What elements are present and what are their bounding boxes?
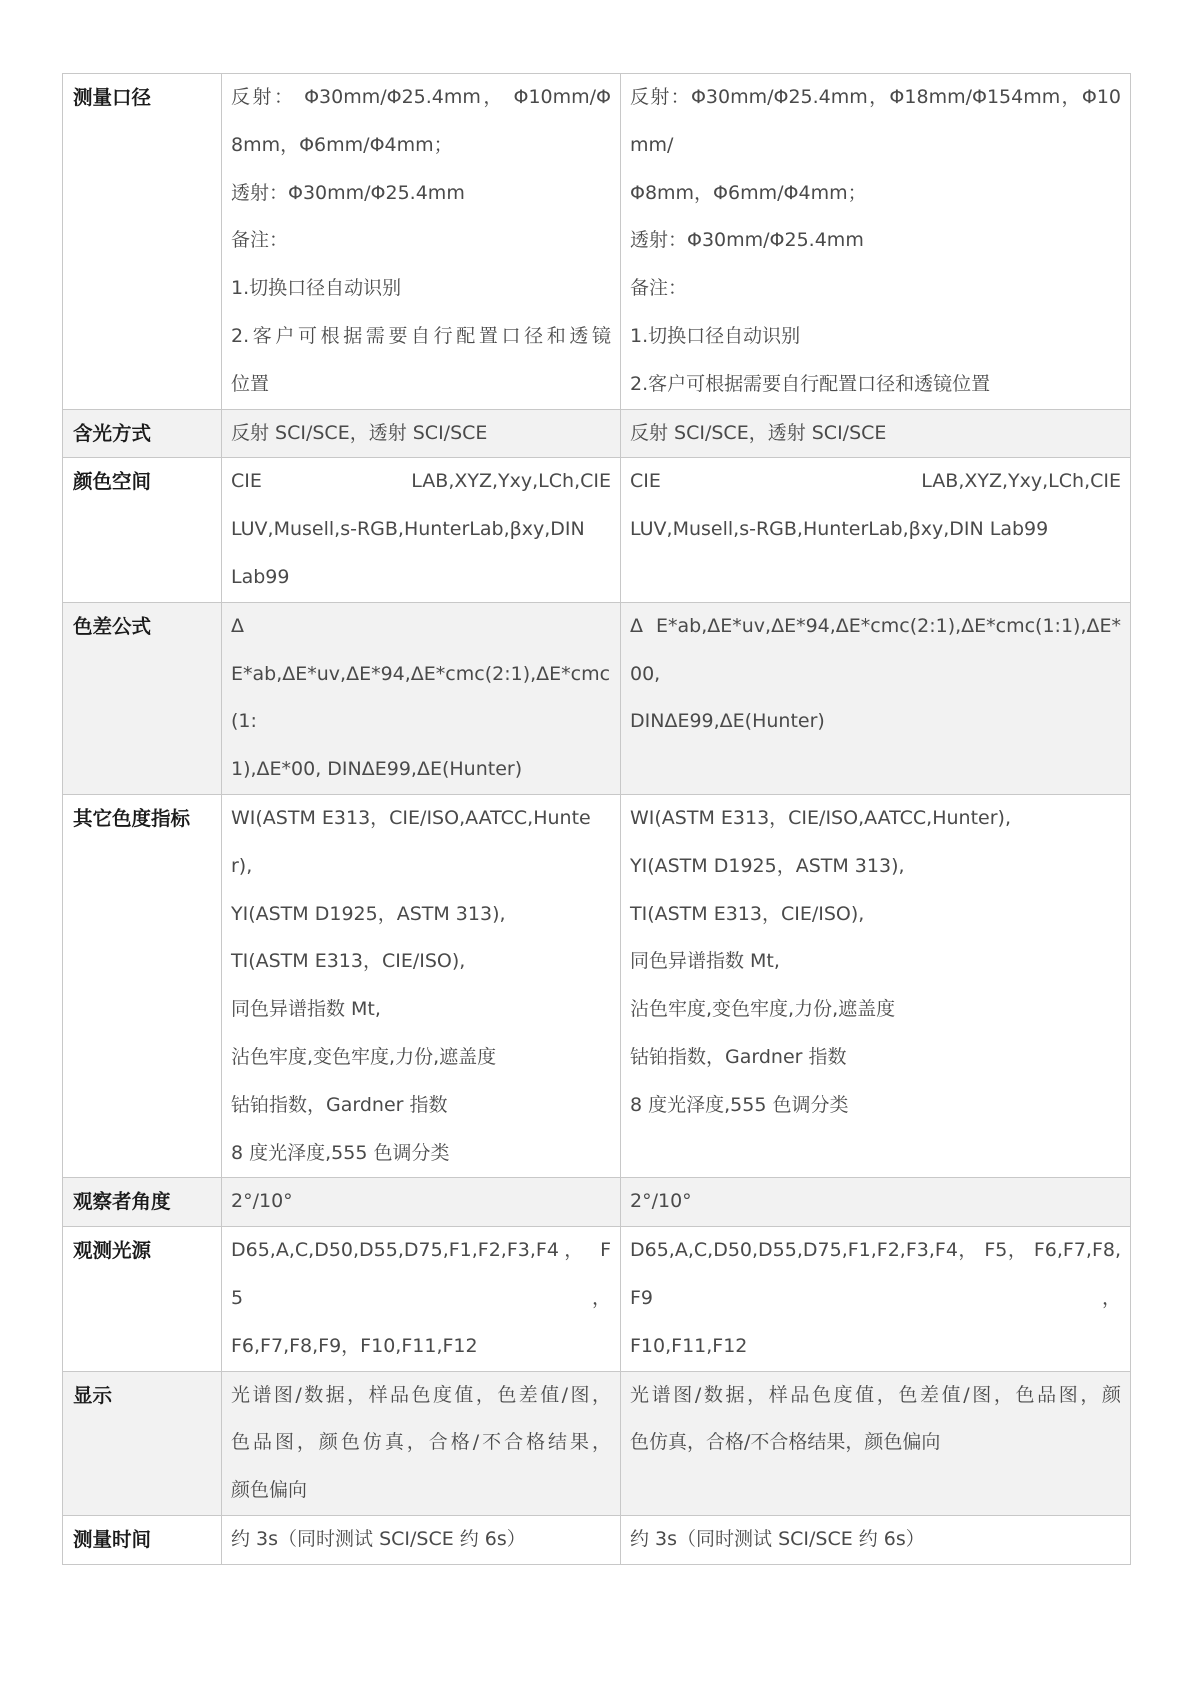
spec-table	[62, 73, 1131, 1565]
cell-line: 8mm，Φ6mm/Φ4mm；	[231, 133, 453, 156]
cell-line: 约 3s（同时测试 SCI/SCE 约 6s）	[630, 1527, 925, 1550]
row-label: 测量口径	[63, 74, 222, 410]
cell-line: 1.切换口径自动识别	[231, 277, 402, 300]
cell-line: WI(ASTM E313，CIE/ISO,AATCC,Hunter),	[630, 806, 1011, 829]
cell-model-b	[621, 74, 1131, 410]
table-row-illumination-mode	[63, 409, 1131, 458]
row-label: 测量时间	[63, 1515, 222, 1564]
cell-line: 透射：Φ30mm/Φ25.4mm	[630, 229, 864, 252]
cell-line: 透射：Φ30mm/Φ25.4mm	[231, 181, 465, 204]
cell-model-b	[621, 1371, 1131, 1515]
cell-line: 同色异谱指数 Mt,	[630, 950, 780, 973]
cell-line: 2°/10°	[630, 1190, 692, 1213]
cell-model-a	[222, 1227, 621, 1371]
table-row-observer-angle	[63, 1178, 1131, 1227]
cell-line: 光谱图/数据，样品色度值，色差值/图，	[231, 1383, 611, 1406]
table-row-color-space	[63, 458, 1131, 602]
cell-model-a	[222, 602, 621, 794]
cell-line: CIE LAB,XYZ,Yxy,LCh,CIE	[630, 470, 1121, 493]
cell-line: Φ8mm，Φ6mm/Φ4mm；	[630, 181, 867, 204]
cell-line: 沾色牢度,变色牢度,力份,遮盖度	[231, 1045, 497, 1068]
cell-model-a	[222, 409, 621, 458]
cell-line: F6,F7,F8,F9，F10,F11,F12	[231, 1334, 478, 1357]
cell-line: 8 度光泽度,555 色调分类	[630, 1093, 849, 1116]
table-row-other-indices	[63, 794, 1131, 1177]
table-row-illuminants	[63, 1227, 1131, 1371]
cell-line: TI(ASTM E313，CIE/ISO),	[231, 950, 466, 973]
cell-line: 光谱图/数据，样品色度值，色差值/图，色品图，颜	[630, 1383, 1121, 1406]
cell-line: Lab99	[231, 565, 290, 588]
cell-line: 反射：Φ30mm/Φ25.4mm，Φ18mm/Φ154mm，Φ10mm/	[630, 86, 1121, 156]
cell-line: D65,A,C,D50,D55,D75,F1,F2,F3,F4， F5，	[231, 1239, 611, 1309]
table-row-display	[63, 1371, 1131, 1515]
cell-line: LUV,Musell,s-RGB,HunterLab,βxy,DIN Lab99	[630, 518, 1049, 541]
cell-model-b	[621, 409, 1131, 458]
cell-line: 钴铂指数，Gardner 指数	[630, 1045, 847, 1068]
cell-line: 2.客户可根据需要自行配置口径和透镜位置	[630, 372, 991, 395]
cell-line: 2.客户可根据需要自行配置口径和透镜	[231, 324, 611, 347]
cell-line: 位置	[231, 372, 270, 395]
cell-line: Δ	[231, 614, 244, 637]
cell-line: 钴铂指数，Gardner 指数	[231, 1093, 448, 1116]
row-label: 色差公式	[63, 602, 222, 794]
row-label: 观察者角度	[63, 1178, 222, 1227]
cell-line: TI(ASTM E313，CIE/ISO),	[630, 902, 865, 925]
cell-line: 反射 SCI/SCE，透射 SCI/SCE	[231, 421, 488, 444]
cell-line: 1.切换口径自动识别	[630, 324, 801, 347]
row-label: 显示	[63, 1371, 222, 1515]
cell-line: 8 度光泽度,555 色调分类	[231, 1141, 450, 1164]
cell-line: 备注：	[630, 277, 688, 300]
cell-model-a	[222, 74, 621, 410]
cell-line: 反射 SCI/SCE，透射 SCI/SCE	[630, 421, 887, 444]
cell-model-b	[621, 458, 1131, 602]
cell-line: 同色异谱指数 Mt,	[231, 998, 381, 1021]
cell-line: 色品图，颜色仿真，合格/不合格结果，	[231, 1431, 611, 1454]
cell-model-b	[621, 602, 1131, 794]
cell-line: LUV,Musell,s-RGB,HunterLab,βxy,DIN	[231, 518, 585, 541]
cell-line: 色仿真，合格/不合格结果，颜色偏向	[630, 1431, 941, 1454]
cell-model-a	[222, 1178, 621, 1227]
row-label: 颜色空间	[63, 458, 222, 602]
cell-model-b	[621, 1515, 1131, 1564]
table-row-aperture	[63, 74, 1131, 410]
cell-line: YI(ASTM D1925，ASTM 313),	[630, 854, 905, 877]
spec-table-body	[63, 74, 1131, 1565]
cell-model-a	[222, 458, 621, 602]
row-label: 其它色度指标	[63, 794, 222, 1177]
cell-line: 颜色偏向	[231, 1479, 308, 1502]
cell-line: 备注：	[231, 229, 289, 252]
cell-model-a	[222, 1371, 621, 1515]
cell-line: 2°/10°	[231, 1190, 293, 1213]
cell-line: E*ab,ΔE*uv,ΔE*94,ΔE*cmc(2:1),ΔE*cmc(1:	[231, 662, 611, 733]
cell-line: 1),ΔE*00, DINΔE99,ΔE(Hunter)	[231, 758, 523, 781]
row-label: 观测光源	[63, 1227, 222, 1371]
cell-model-b	[621, 794, 1131, 1177]
row-label: 含光方式	[63, 409, 222, 458]
table-row-color-difference	[63, 602, 1131, 794]
cell-line: Δ E*ab,ΔE*uv,ΔE*94,ΔE*cmc(2:1),ΔE*cmc(1:1),ΔE*00,	[630, 614, 1121, 685]
cell-model-a	[222, 1515, 621, 1564]
cell-line: WI(ASTM E313，CIE/ISO,AATCC,Hunter),	[231, 806, 591, 877]
cell-line: 反射： Φ30mm/Φ25.4mm， Φ10mm/Φ	[231, 86, 611, 108]
cell-line: 沾色牢度,变色牢度,力份,遮盖度	[630, 998, 896, 1021]
table-row-measurement-time	[63, 1515, 1131, 1564]
cell-model-b	[621, 1178, 1131, 1227]
cell-line: CIE LAB,XYZ,Yxy,LCh,CIE	[231, 470, 611, 493]
cell-line: DINΔE99,ΔE(Hunter)	[630, 710, 825, 733]
cell-line: YI(ASTM D1925，ASTM 313),	[231, 902, 506, 925]
cell-model-b	[621, 1227, 1131, 1371]
cell-model-a	[222, 794, 621, 1177]
cell-line: F10,F11,F12	[630, 1334, 748, 1357]
cell-line: 约 3s（同时测试 SCI/SCE 约 6s）	[231, 1527, 526, 1550]
cell-line: D65,A,C,D50,D55,D75,F1,F2,F3,F4， F5， F6,F7,F8,F9，	[630, 1239, 1121, 1309]
